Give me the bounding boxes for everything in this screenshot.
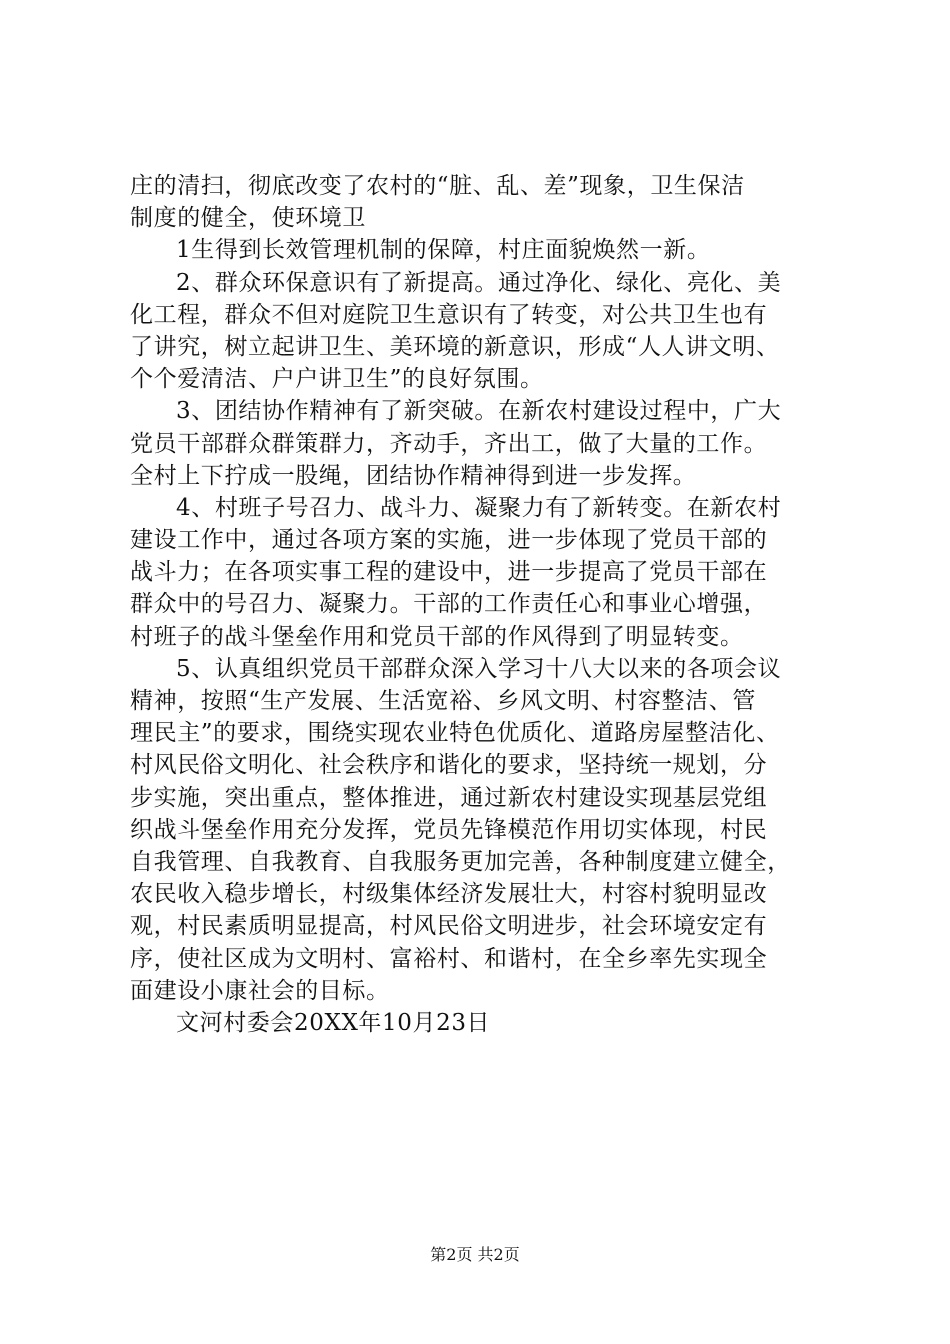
text-line: 全村上下拧成一股绳，团结协作精神得到进一步发挥。 <box>130 462 697 489</box>
text-line: 群众中的号召力、凝聚力。干部的工作责任心和事业心增强， <box>130 591 768 618</box>
text-line: 化工程，群众不但对庭院卫生意识有了转变，对公共卫生也有 <box>130 301 768 328</box>
text-line: 建设工作中，通过各项方案的实施，进一步体现了党员干部的 <box>130 527 768 554</box>
text-line: 制度的健全，使环境卫 <box>130 205 366 232</box>
text-line: 2、群众环保意识有了新提高。通过净化、绿化、亮化、美 <box>176 269 782 296</box>
text-line: 序，使社区成为文明村、富裕村、和谐村，在全乡率先实现全 <box>130 945 768 972</box>
text-line: 观，村民素质明显提高，村风民俗文明进步，社会环境安定有 <box>130 913 768 940</box>
text-line: 战斗力；在各项实事工程的建设中，进一步提高了党员干部在 <box>130 559 768 586</box>
text-line: 了讲究，树立起讲卫生、美环境的新意识，形成“人人讲文明、 <box>130 333 780 360</box>
text-line: 党员干部群众群策群力，齐动手，齐出工，做了大量的工作。 <box>130 430 768 457</box>
text-line: 村风民俗文明化、社会秩序和谐化的要求，坚持统一规划，分 <box>130 752 768 779</box>
document-body <box>130 170 830 1039</box>
page-footer: 第2页 共2页 <box>430 1245 520 1264</box>
text-line: 步实施，突出重点，整体推进，通过新农村建设实现基层党组 <box>130 784 768 811</box>
text-line: 自我管理、自我教育、自我服务更加完善，各种制度建立健全， <box>130 848 791 875</box>
text-line: 4、村班子号召力、战斗力、凝聚力有了新转变。在新农村 <box>176 494 782 521</box>
text-line: 农民收入稳步增长，村级集体经济发展壮大，村容村貌明显改 <box>130 881 768 908</box>
text-line: 理民主”的要求，围绕实现农业特色优质化、道路房屋整洁化、 <box>130 720 780 747</box>
text-line: 5、认真组织党员干部群众深入学习十八大以来的各项会议 <box>176 655 782 682</box>
text-line: 面建设小康社会的目标。 <box>130 977 390 1004</box>
text-line: 个个爱清洁、户户讲卫生”的良好氛围。 <box>130 366 544 393</box>
text-line: 织战斗堡垒作用充分发挥，党员先锋模范作用切实体现，村民 <box>130 816 768 843</box>
text-line: 精神，按照“生产发展、生活宽裕、乡风文明、村容整洁、管 <box>130 688 756 714</box>
text-line: 3、团结协作精神有了新突破。在新农村建设过程中，广大 <box>176 398 782 425</box>
text-line: 庄的清扫，彻底改变了农村的“脏、乱、差”现象，卫生保洁 <box>130 173 745 199</box>
text-line: 1生得到长效管理机制的保障，村庄面貌焕然一新。 <box>176 237 711 264</box>
text-line: 村班子的战斗堡垒作用和党员干部的作风得到了明显转变。 <box>130 623 744 650</box>
text-line: 文河村委会20XX年10月23日 <box>176 1009 491 1036</box>
